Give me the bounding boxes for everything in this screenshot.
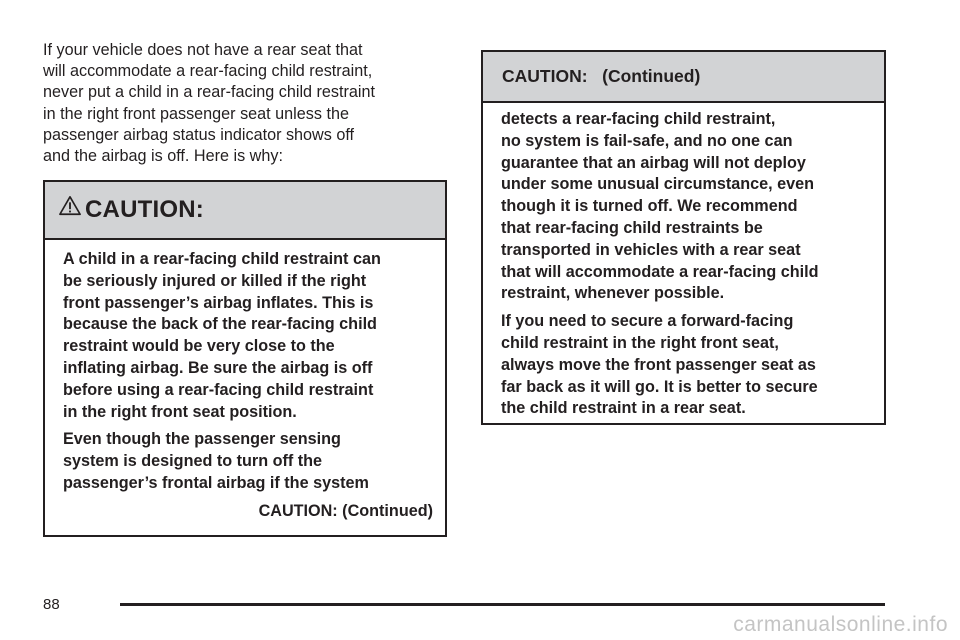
caution-continued-label: CAUTION: (Continued) bbox=[258, 501, 433, 520]
caution-left-paragraph-2: Even though the passenger sensing system is designed to turn off the passenger’s frontal airbag if the system bbox=[63, 430, 369, 492]
caution-right-paragraph-2: If you need to secure a forward-facing child restraint in the right front seat, always move the front passenger seat as far back as it will go. It is better to secure the child restraint in a rear seat. bbox=[501, 312, 818, 418]
footer-divider bbox=[120, 603, 885, 606]
warning-triangle-icon bbox=[59, 195, 81, 217]
caution-body-right bbox=[483, 103, 884, 420]
caution-body-left bbox=[45, 240, 445, 523]
caution-left-paragraph-1: A child in a rear-facing child restraint can be seriously injured or killed if the right front passenger’s airbag inflates. This is because the back of the rear-facing child restraint would be very close to the inflating airbag. Be sure the airbag is off before using a rear-facing child restraint in the right front seat position. bbox=[63, 250, 381, 421]
caution-header-right bbox=[483, 52, 884, 103]
caution-box-right bbox=[481, 50, 886, 425]
intro-paragraph: If your vehicle does not have a rear seat that will accommodate a rear-facing child restraint, never put a child in a rear-facing child restraint in the right front passenger seat unless the passenger airbag status indicator shows off and the airbag is off. Here is why: bbox=[43, 41, 376, 166]
caution-title-right: CAUTION: (Continued) bbox=[502, 66, 701, 86]
caution-box-left bbox=[43, 180, 447, 537]
caution-title-left: CAUTION: bbox=[85, 196, 204, 223]
caution-header-left bbox=[45, 182, 445, 240]
caution-right-paragraph-1: detects a rear-facing child restraint, no system is fail-safe, and no one can guarantee that an airbag will not deploy under some unusual circumstance, even though it is turned off. We recommend that rear-facing child restraints be transported in vehicles with a rear seat that will accommodate a rear-facing child restraint, whenever possible. bbox=[501, 110, 819, 303]
watermark-text: carmanualsonline.info bbox=[733, 613, 948, 636]
page-number: 88 bbox=[43, 596, 60, 613]
